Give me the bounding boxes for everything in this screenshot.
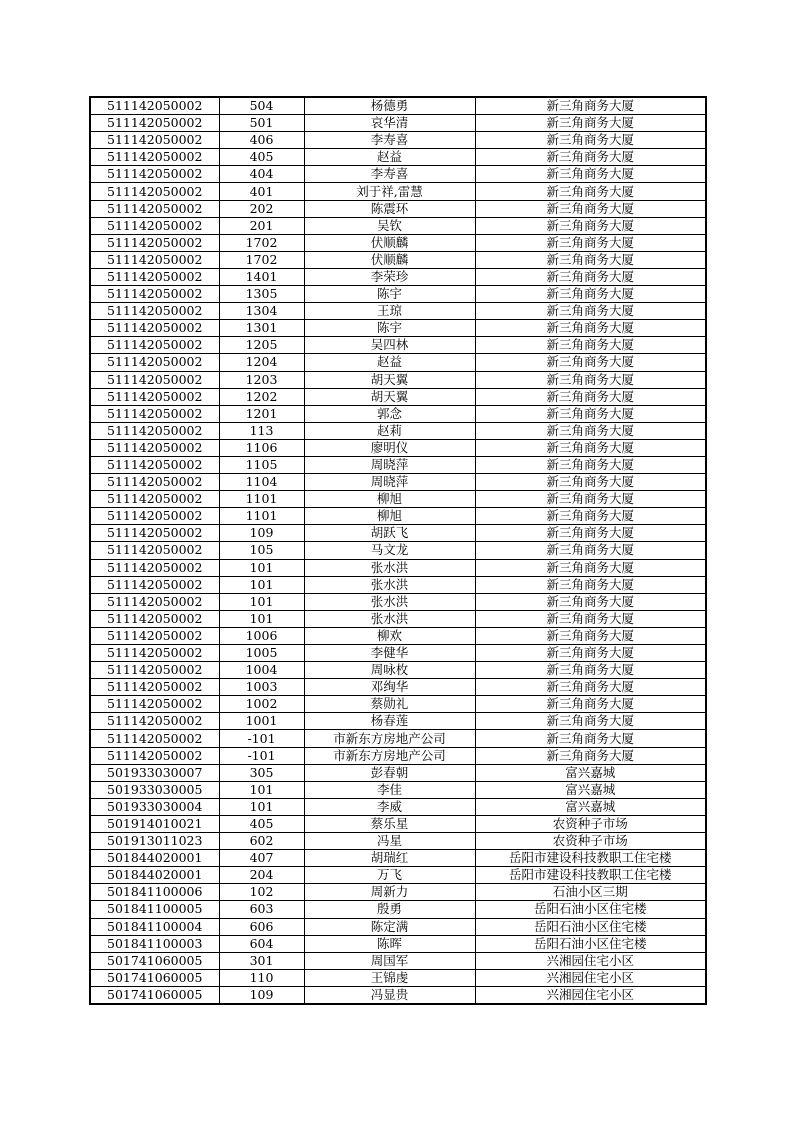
- owner-name-cell: 张水洪: [304, 593, 475, 610]
- record-code-cell: 501841100004: [90, 918, 219, 935]
- table-row: [90, 508, 706, 525]
- property-name-cell: 新三角商务大厦: [475, 115, 706, 132]
- owner-name-cell: 周咏枚: [304, 662, 475, 679]
- table-row: [90, 320, 706, 337]
- room-number-cell: 109: [219, 986, 304, 1004]
- property-name-cell: 岳阳石油小区住宅楼: [475, 918, 706, 935]
- record-code-cell: 501741060005: [90, 986, 219, 1004]
- owner-name-cell: 蔡勋礼: [304, 696, 475, 713]
- room-number-cell: 603: [219, 901, 304, 918]
- owner-name-cell: 廖明仪: [304, 439, 475, 456]
- room-number-cell: 602: [219, 833, 304, 850]
- property-name-cell: 新三角商务大厦: [475, 149, 706, 166]
- record-code-cell: 511142050002: [90, 166, 219, 183]
- property-name-cell: 新三角商务大厦: [475, 542, 706, 559]
- record-code-cell: 511142050002: [90, 456, 219, 473]
- table-row: [90, 918, 706, 935]
- record-code-cell: 511142050002: [90, 730, 219, 747]
- record-code-cell: 501933030004: [90, 798, 219, 815]
- owner-name-cell: 陈定满: [304, 918, 475, 935]
- table-row: [90, 969, 706, 986]
- property-name-cell: 新三角商务大厦: [475, 439, 706, 456]
- record-code-cell: 511142050002: [90, 320, 219, 337]
- record-code-cell: 501741060005: [90, 952, 219, 969]
- owner-name-cell: 张水洪: [304, 559, 475, 576]
- property-name-cell: 富兴嘉城: [475, 798, 706, 815]
- record-code-cell: 511142050002: [90, 268, 219, 285]
- record-code-cell: 501844020001: [90, 850, 219, 867]
- owner-name-cell: 柳旭: [304, 491, 475, 508]
- record-code-cell: 511142050002: [90, 97, 219, 115]
- room-number-cell: 109: [219, 525, 304, 542]
- room-number-cell: 101: [219, 798, 304, 815]
- owner-name-cell: 伏顺麟: [304, 234, 475, 251]
- property-name-cell: 新三角商务大厦: [475, 525, 706, 542]
- record-code-cell: 511142050002: [90, 115, 219, 132]
- owner-name-cell: 周晓萍: [304, 456, 475, 473]
- owner-name-cell: 胡跃飞: [304, 525, 475, 542]
- property-name-cell: 新三角商务大厦: [475, 166, 706, 183]
- table-row: [90, 815, 706, 832]
- property-name-cell: 新三角商务大厦: [475, 713, 706, 730]
- property-name-cell: 新三角商务大厦: [475, 456, 706, 473]
- owner-name-cell: 马文龙: [304, 542, 475, 559]
- property-name-cell: 新三角商务大厦: [475, 662, 706, 679]
- table-row: [90, 217, 706, 234]
- property-name-cell: 新三角商务大厦: [475, 610, 706, 627]
- room-number-cell: 604: [219, 935, 304, 952]
- owner-name-cell: 王锦虔: [304, 969, 475, 986]
- room-number-cell: 101: [219, 610, 304, 627]
- table-row: [90, 935, 706, 952]
- table-row: [90, 798, 706, 815]
- table-row: [90, 542, 706, 559]
- record-code-cell: 511142050002: [90, 593, 219, 610]
- table-row: [90, 747, 706, 764]
- room-number-cell: 1203: [219, 371, 304, 388]
- property-name-cell: 新三角商务大厦: [475, 234, 706, 251]
- table-row: [90, 149, 706, 166]
- room-number-cell: 1304: [219, 303, 304, 320]
- record-code-cell: 511142050002: [90, 286, 219, 303]
- property-name-cell: 新三角商务大厦: [475, 183, 706, 200]
- room-number-cell: 101: [219, 576, 304, 593]
- table-row: [90, 559, 706, 576]
- property-name-cell: 新三角商务大厦: [475, 696, 706, 713]
- room-number-cell: 1106: [219, 439, 304, 456]
- property-name-cell: 新三角商务大厦: [475, 508, 706, 525]
- property-name-cell: 新三角商务大厦: [475, 679, 706, 696]
- room-number-cell: 406: [219, 132, 304, 149]
- owner-name-cell: 刘于祥,雷慧: [304, 183, 475, 200]
- table-row: [90, 200, 706, 217]
- table-row: [90, 337, 706, 354]
- owner-name-cell: 李寿喜: [304, 132, 475, 149]
- record-code-cell: 511142050002: [90, 149, 219, 166]
- table-row: [90, 696, 706, 713]
- record-code-cell: 511142050002: [90, 491, 219, 508]
- table-row: [90, 867, 706, 884]
- room-number-cell: 401: [219, 183, 304, 200]
- table-row: [90, 627, 706, 644]
- property-name-cell: 新三角商务大厦: [475, 132, 706, 149]
- owner-name-cell: 李佳: [304, 781, 475, 798]
- room-number-cell: 1202: [219, 388, 304, 405]
- owner-name-cell: 张水洪: [304, 610, 475, 627]
- table-row: [90, 576, 706, 593]
- property-name-cell: 富兴嘉城: [475, 764, 706, 781]
- owner-name-cell: 万飞: [304, 867, 475, 884]
- property-name-cell: 兴湘园住宅小区: [475, 952, 706, 969]
- table-row: [90, 610, 706, 627]
- table-row: [90, 850, 706, 867]
- owner-name-cell: 李健华: [304, 645, 475, 662]
- property-name-cell: 新三角商务大厦: [475, 730, 706, 747]
- record-code-cell: 501933030007: [90, 764, 219, 781]
- owner-name-cell: 杨德勇: [304, 97, 475, 115]
- record-code-cell: 511142050002: [90, 645, 219, 662]
- table-row: [90, 422, 706, 439]
- record-code-cell: 501841100005: [90, 901, 219, 918]
- record-code-cell: 511142050002: [90, 200, 219, 217]
- room-number-cell: 1201: [219, 405, 304, 422]
- record-code-cell: 501844020001: [90, 867, 219, 884]
- room-number-cell: 606: [219, 918, 304, 935]
- room-number-cell: -101: [219, 747, 304, 764]
- room-number-cell: 1101: [219, 508, 304, 525]
- room-number-cell: 1101: [219, 491, 304, 508]
- property-name-cell: 新三角商务大厦: [475, 354, 706, 371]
- owner-name-cell: 赵益: [304, 354, 475, 371]
- room-number-cell: 405: [219, 149, 304, 166]
- record-code-cell: 511142050002: [90, 439, 219, 456]
- property-name-cell: 新三角商务大厦: [475, 627, 706, 644]
- record-code-cell: 511142050002: [90, 132, 219, 149]
- record-code-cell: 511142050002: [90, 627, 219, 644]
- room-number-cell: 1001: [219, 713, 304, 730]
- room-number-cell: 1204: [219, 354, 304, 371]
- table-row: [90, 97, 706, 115]
- table-row: [90, 183, 706, 200]
- table-row: [90, 730, 706, 747]
- owner-name-cell: 陈晖: [304, 935, 475, 952]
- room-number-cell: 405: [219, 815, 304, 832]
- room-number-cell: 102: [219, 884, 304, 901]
- owner-name-cell: 哀华清: [304, 115, 475, 132]
- record-code-cell: 511142050002: [90, 508, 219, 525]
- table-row: [90, 679, 706, 696]
- room-number-cell: 301: [219, 952, 304, 969]
- room-number-cell: 101: [219, 781, 304, 798]
- record-code-cell: 511142050002: [90, 696, 219, 713]
- property-name-cell: 富兴嘉城: [475, 781, 706, 798]
- table-row: [90, 525, 706, 542]
- room-number-cell: 1104: [219, 474, 304, 491]
- owner-name-cell: 彭春朝: [304, 764, 475, 781]
- table-row: [90, 166, 706, 183]
- property-name-cell: 新三角商务大厦: [475, 474, 706, 491]
- owner-name-cell: 柳欢: [304, 627, 475, 644]
- property-name-cell: 新三角商务大厦: [475, 371, 706, 388]
- room-number-cell: 1301: [219, 320, 304, 337]
- room-number-cell: 305: [219, 764, 304, 781]
- table-row: [90, 952, 706, 969]
- room-number-cell: 1002: [219, 696, 304, 713]
- property-name-cell: 岳阳石油小区住宅楼: [475, 901, 706, 918]
- table-row: [90, 286, 706, 303]
- table-row: [90, 491, 706, 508]
- room-number-cell: 1004: [219, 662, 304, 679]
- owner-name-cell: 周新力: [304, 884, 475, 901]
- property-name-cell: 新三角商务大厦: [475, 268, 706, 285]
- table-row: [90, 234, 706, 251]
- record-code-cell: 511142050002: [90, 183, 219, 200]
- room-number-cell: 110: [219, 969, 304, 986]
- record-code-cell: 511142050002: [90, 559, 219, 576]
- record-code-cell: 511142050002: [90, 713, 219, 730]
- room-number-cell: 202: [219, 200, 304, 217]
- owner-name-cell: 陈宇: [304, 286, 475, 303]
- property-name-cell: 新三角商务大厦: [475, 747, 706, 764]
- table-row: [90, 901, 706, 918]
- owner-name-cell: 蔡乐星: [304, 815, 475, 832]
- record-code-cell: 501933030005: [90, 781, 219, 798]
- room-number-cell: 1105: [219, 456, 304, 473]
- property-name-cell: 新三角商务大厦: [475, 217, 706, 234]
- table-row: [90, 986, 706, 1004]
- property-name-cell: 岳阳石油小区住宅楼: [475, 935, 706, 952]
- record-code-cell: 511142050002: [90, 610, 219, 627]
- owner-name-cell: 伏顺麟: [304, 251, 475, 268]
- table-row: [90, 354, 706, 371]
- record-code-cell: 511142050002: [90, 303, 219, 320]
- property-name-cell: 新三角商务大厦: [475, 303, 706, 320]
- owner-name-cell: 胡瑞红: [304, 850, 475, 867]
- property-name-cell: 新三角商务大厦: [475, 320, 706, 337]
- owner-name-cell: 王琼: [304, 303, 475, 320]
- room-number-cell: 501: [219, 115, 304, 132]
- record-code-cell: 511142050002: [90, 542, 219, 559]
- room-number-cell: -101: [219, 730, 304, 747]
- record-code-cell: 511142050002: [90, 422, 219, 439]
- owner-name-cell: 市新东方房地产公司: [304, 747, 475, 764]
- table-row: [90, 781, 706, 798]
- property-name-cell: 岳阳市建设科技教职工住宅楼: [475, 867, 706, 884]
- table-row: [90, 456, 706, 473]
- table-row: [90, 764, 706, 781]
- table-row: [90, 303, 706, 320]
- property-name-cell: 新三角商务大厦: [475, 576, 706, 593]
- room-number-cell: 1005: [219, 645, 304, 662]
- room-number-cell: 504: [219, 97, 304, 115]
- record-code-cell: 501841100006: [90, 884, 219, 901]
- room-number-cell: 101: [219, 559, 304, 576]
- table-row: [90, 713, 706, 730]
- property-name-cell: 农资种子市场: [475, 815, 706, 832]
- table-row: [90, 645, 706, 662]
- owner-name-cell: 胡天翼: [304, 371, 475, 388]
- table-row: [90, 268, 706, 285]
- record-code-cell: 511142050002: [90, 525, 219, 542]
- owner-name-cell: 杨春莲: [304, 713, 475, 730]
- owner-name-cell: 吴钦: [304, 217, 475, 234]
- table-row: [90, 388, 706, 405]
- property-name-cell: 农资种子市场: [475, 833, 706, 850]
- record-code-cell: 501841100003: [90, 935, 219, 952]
- record-code-cell: 511142050002: [90, 251, 219, 268]
- record-code-cell: 501913011023: [90, 833, 219, 850]
- table-row: [90, 115, 706, 132]
- room-number-cell: 113: [219, 422, 304, 439]
- owner-name-cell: 吴四林: [304, 337, 475, 354]
- property-name-cell: 新三角商务大厦: [475, 97, 706, 115]
- owner-name-cell: 周晓萍: [304, 474, 475, 491]
- table-row: [90, 474, 706, 491]
- record-code-cell: 511142050002: [90, 662, 219, 679]
- property-name-cell: 新三角商务大厦: [475, 422, 706, 439]
- room-number-cell: 1006: [219, 627, 304, 644]
- property-name-cell: 兴湘园住宅小区: [475, 969, 706, 986]
- table-body: [90, 97, 706, 1004]
- room-number-cell: 1003: [219, 679, 304, 696]
- room-number-cell: 407: [219, 850, 304, 867]
- property-name-cell: 新三角商务大厦: [475, 645, 706, 662]
- property-name-cell: 新三角商务大厦: [475, 593, 706, 610]
- room-number-cell: 1305: [219, 286, 304, 303]
- owner-name-cell: 李荣珍: [304, 268, 475, 285]
- owner-name-cell: 李威: [304, 798, 475, 815]
- room-number-cell: 101: [219, 593, 304, 610]
- owner-name-cell: 赵益: [304, 149, 475, 166]
- room-number-cell: 1401: [219, 268, 304, 285]
- record-code-cell: 511142050002: [90, 474, 219, 491]
- table-row: [90, 371, 706, 388]
- owner-name-cell: 冯星: [304, 833, 475, 850]
- record-code-cell: 511142050002: [90, 337, 219, 354]
- owner-name-cell: 柳旭: [304, 508, 475, 525]
- owner-name-cell: 张水洪: [304, 576, 475, 593]
- owner-name-cell: 陈宇: [304, 320, 475, 337]
- record-code-cell: 511142050002: [90, 371, 219, 388]
- owner-name-cell: 郭念: [304, 405, 475, 422]
- room-number-cell: 201: [219, 217, 304, 234]
- owner-name-cell: 赵莉: [304, 422, 475, 439]
- property-name-cell: 新三角商务大厦: [475, 251, 706, 268]
- room-number-cell: 1205: [219, 337, 304, 354]
- property-name-cell: 新三角商务大厦: [475, 559, 706, 576]
- room-number-cell: 204: [219, 867, 304, 884]
- table-row: [90, 405, 706, 422]
- owner-name-cell: 陈震环: [304, 200, 475, 217]
- property-name-cell: 新三角商务大厦: [475, 491, 706, 508]
- property-name-cell: 新三角商务大厦: [475, 337, 706, 354]
- room-number-cell: 404: [219, 166, 304, 183]
- record-code-cell: 501914010021: [90, 815, 219, 832]
- owner-name-cell: 冯显贵: [304, 986, 475, 1004]
- property-name-cell: 岳阳市建设科技教职工住宅楼: [475, 850, 706, 867]
- owner-name-cell: 市新东方房地产公司: [304, 730, 475, 747]
- record-code-cell: 511142050002: [90, 234, 219, 251]
- record-code-cell: 511142050002: [90, 576, 219, 593]
- record-code-cell: 501741060005: [90, 969, 219, 986]
- record-code-cell: 511142050002: [90, 747, 219, 764]
- record-code-cell: 511142050002: [90, 354, 219, 371]
- table-row: [90, 439, 706, 456]
- room-number-cell: 1702: [219, 251, 304, 268]
- record-code-cell: 511142050002: [90, 679, 219, 696]
- property-name-cell: 新三角商务大厦: [475, 388, 706, 405]
- room-number-cell: 105: [219, 542, 304, 559]
- property-name-cell: 新三角商务大厦: [475, 200, 706, 217]
- record-code-cell: 511142050002: [90, 405, 219, 422]
- table-row: [90, 662, 706, 679]
- property-name-cell: 兴湘园住宅小区: [475, 986, 706, 1004]
- record-code-cell: 511142050002: [90, 217, 219, 234]
- table-row: [90, 833, 706, 850]
- table-row: [90, 132, 706, 149]
- owner-name-cell: 殷勇: [304, 901, 475, 918]
- records-table: [89, 96, 707, 1005]
- table-row: [90, 884, 706, 901]
- owner-name-cell: 李寿喜: [304, 166, 475, 183]
- property-name-cell: 新三角商务大厦: [475, 405, 706, 422]
- room-number-cell: 1702: [219, 234, 304, 251]
- owner-name-cell: 周国军: [304, 952, 475, 969]
- property-name-cell: 新三角商务大厦: [475, 286, 706, 303]
- table-row: [90, 251, 706, 268]
- owner-name-cell: 胡天翼: [304, 388, 475, 405]
- record-code-cell: 511142050002: [90, 388, 219, 405]
- table-row: [90, 593, 706, 610]
- property-name-cell: 石油小区三期: [475, 884, 706, 901]
- owner-name-cell: 邓绚华: [304, 679, 475, 696]
